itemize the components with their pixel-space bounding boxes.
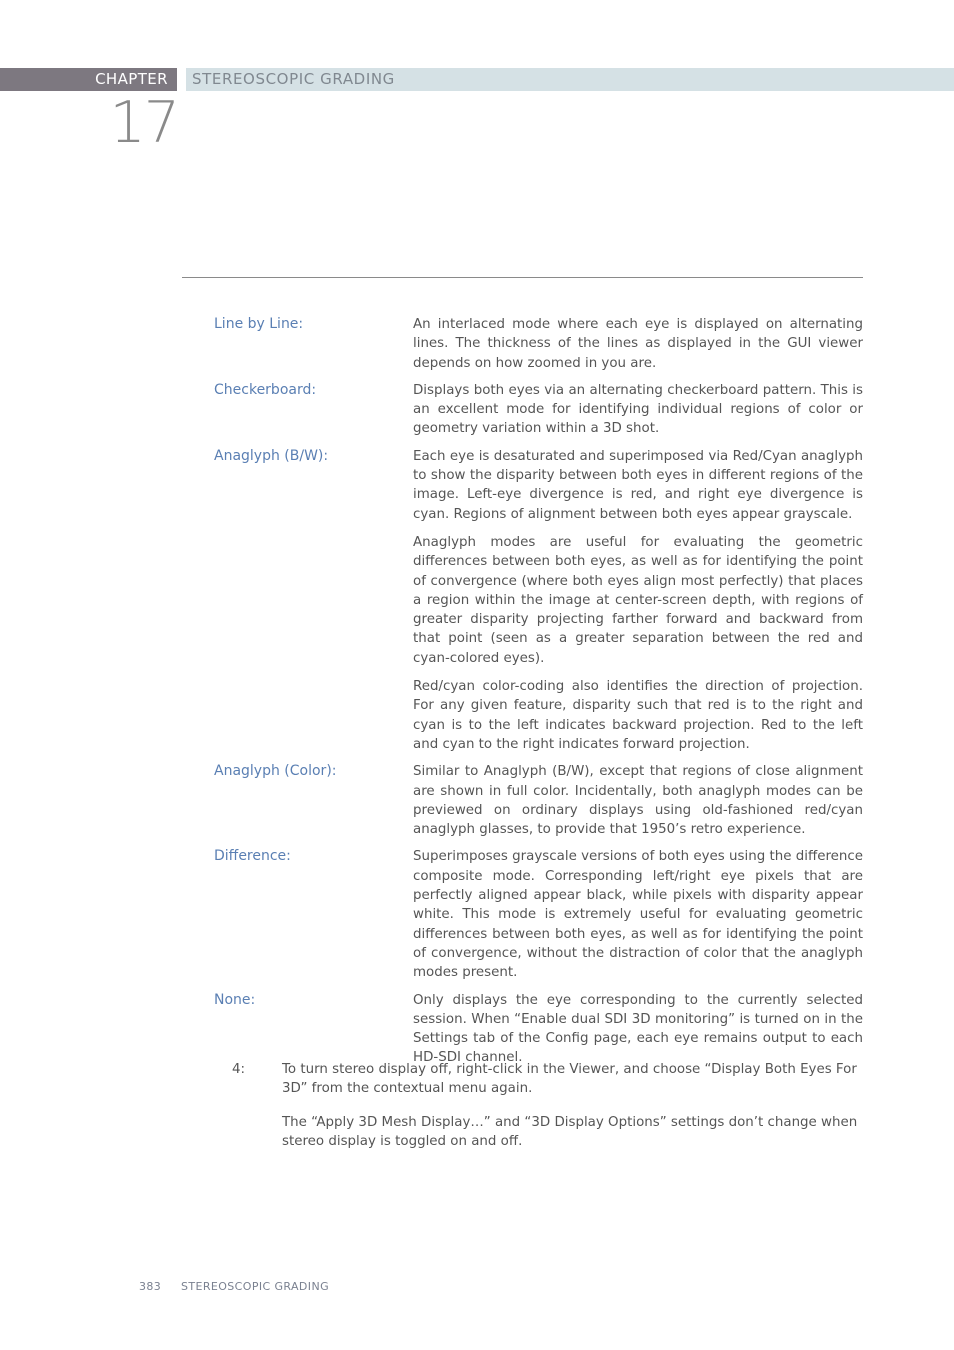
definition-checkerboard	[214, 381, 863, 439]
definition-description	[413, 315, 863, 373]
definition-description	[413, 381, 863, 439]
definition-description	[413, 991, 863, 1068]
definition-description	[413, 847, 863, 982]
definition-term: None:	[214, 991, 256, 1008]
definition-paragraph: Anaglyph modes are useful for evaluating the geometric differences between both eyes, as well as for identifying the point of convergence (where both eyes align most perfectly) that places a region within the image at center-screen depth, with regions of greater disparity projecting farther forward and backward from that point (seen as a greater separation between the red and cyan-colored eyes).	[413, 534, 863, 666]
page-number: 383	[139, 1280, 162, 1293]
definition-term: Checkerboard:	[214, 381, 317, 398]
chapter-title: STEREOSCOPIC GRADING	[186, 68, 954, 91]
definition-none	[214, 991, 863, 1068]
step-item	[232, 1060, 862, 1165]
definition-term: Anaglyph (Color):	[214, 763, 337, 780]
definition-anaglyph-bw	[214, 447, 863, 754]
chapter-number: 17	[109, 90, 178, 156]
chapter-label: CHAPTER	[0, 68, 177, 91]
definition-difference	[214, 847, 863, 982]
step-text: To turn stereo display off, right-click in the Viewer, and choose “Display Both Eyes For 3D” from the contextual menu again.	[282, 1062, 857, 1097]
definition-paragraph: Displays both eyes via an alternating checkerboard pattern. This is an excellent mode for identifying individual regions of color or geometry variation within a 3D shot.	[413, 382, 863, 437]
step-note: The “Apply 3D Mesh Display…” and “3D Display Options” settings don’t change when stereo display is toggled on and off.	[282, 1114, 858, 1149]
definition-paragraph: Only displays the eye corresponding to the currently selected session. When “Enable dual SDI 3D monitoring” is turned on in the Settings tab of the Config page, each eye remains output to each HD-SDI channel.	[413, 992, 863, 1066]
definition-list	[214, 315, 863, 1076]
definition-paragraph: Red/cyan color-coding also identifies the direction of projection. For any given feature, disparity such that red is to the right and cyan is to the left indicates backward projection. Red to the left and cyan to the right indicates forward projection.	[413, 679, 863, 752]
step-number: 4:	[232, 1062, 246, 1077]
header-divider	[182, 277, 863, 278]
definition-term: Difference:	[214, 848, 291, 865]
definition-anaglyph-color	[214, 762, 863, 839]
definition-paragraph: Each eye is desaturated and superimposed via Red/Cyan anaglyph to show the disparity between both eyes in different regions of the image. Left-eye divergence is red, and right eye divergence is cyan. Regions of alignment between both eyes appear grayscale.	[413, 448, 863, 522]
step-body	[282, 1060, 862, 1151]
definition-term: Line by Line:	[214, 316, 304, 332]
definition-paragraph: Similar to Anaglyph (B/W), except that regions of close alignment are shown in full color. Incidentally, both anaglyph modes can be previewed on ordinary displays using old-fashioned red/cyan anaglyph glasses, to provide that 1950’s retro experience.	[413, 764, 863, 838]
footer-section-title: STEREOSCOPIC GRADING	[181, 1280, 329, 1293]
definition-paragraph: Superimposes grayscale versions of both eyes using the difference composite mode. Corresponding left/right eye pixels that are perfectly aligned appear black, while pixels with disparity appear white. This mode is extremely useful for evaluating geometric differences between both eyes, as well as for identifying the point of convergence, without the distraction of color that the anaglyph modes present.	[413, 849, 863, 981]
definition-description	[413, 447, 863, 754]
definition-description	[413, 762, 863, 839]
definition-paragraph: An interlaced mode where each eye is displayed on alternating lines. The thickness of the lines as displayed in the GUI viewer depends on how zoomed in you are.	[413, 317, 863, 371]
page-footer	[139, 1279, 329, 1295]
definition-term: Anaglyph (B/W):	[214, 447, 329, 464]
definition-line-by-line	[214, 315, 863, 373]
